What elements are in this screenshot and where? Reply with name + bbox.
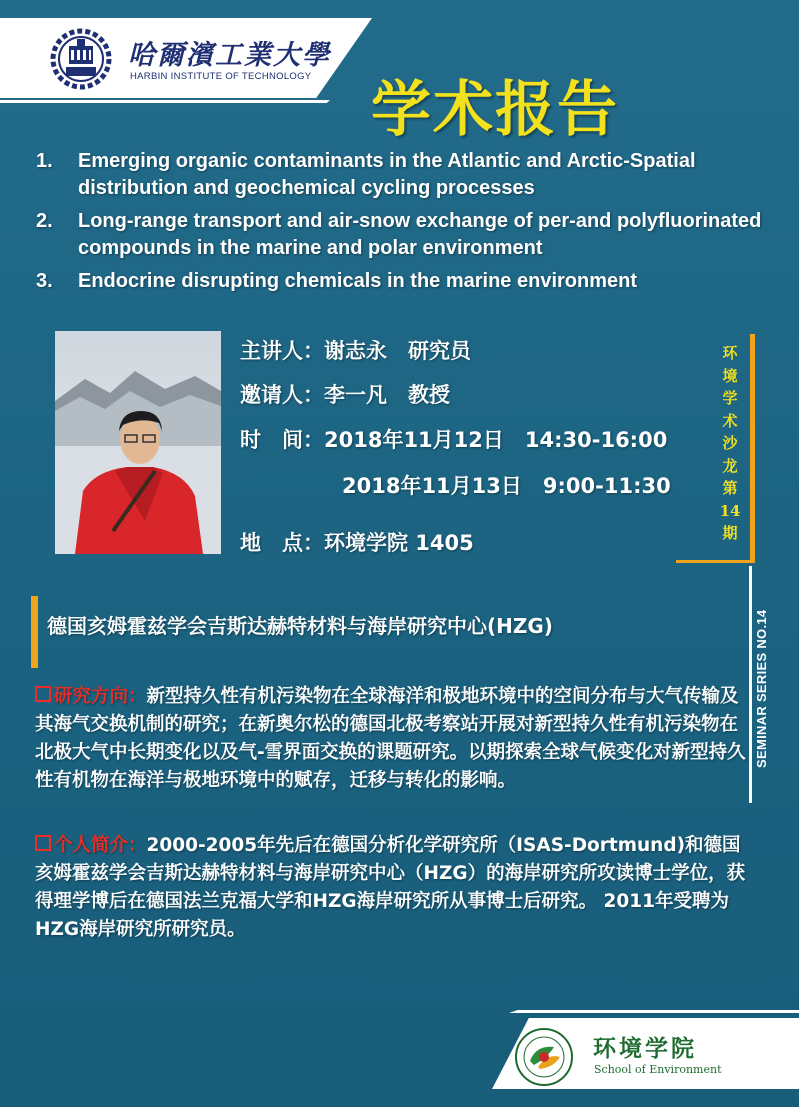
university-logo [42,28,120,90]
vertical-char: 学 [722,389,738,407]
place-label: 地 点： [240,531,324,555]
orange-horizontal-bar [676,560,755,563]
university-name-en: HARBIN INSTITUTE OF TECHNOLOGY [130,71,312,82]
header-divider [0,100,330,103]
poster-title: 学术报告 [371,75,619,145]
place-line [240,527,474,557]
topic-list [36,148,796,301]
speaker-value: 谢志永 研究员 [324,339,471,363]
place-value: 环境学院 1405 [324,531,474,555]
topic-number: 2. [36,210,53,232]
vertical-char: 龙 [722,456,738,475]
topic-text: Emerging organic contaminants in the Atlantic and Arctic-Spatial distribution and geochemical cycling processes [78,150,696,199]
vertical-char: 境 [722,366,738,385]
inviter-line [240,379,450,409]
topic-item [36,148,796,202]
topic-item [36,268,796,295]
topic-number: 1. [36,150,53,172]
vertical-char: 沙 [722,434,738,452]
org-accent-bar [31,596,38,668]
bio-section [35,832,750,944]
topic-text: Endocrine disrupting chemicals in the marine environment [78,270,638,292]
time-line [240,424,667,454]
speaker-line [240,335,471,365]
square-bullet-icon [35,686,51,702]
vertical-char: 第 [722,479,738,497]
school-seal-logo [514,1027,574,1087]
bio-text: 2000-2005年先后在德国分析化学研究所（ISAS-Dortmund)和德国亥姆霍兹学会吉斯达赫特材料与海岸研究中心（HZG）的海岸研究所攻读博士学位，获得理学博后在德国法兰克福大学和HZG海岸研究所从事博士后研究。 2011年受聘为HZG海岸研究所研究员。 [35,835,746,940]
topic-number: 3. [36,270,53,292]
footer-divider [509,1010,799,1013]
orange-vertical-bar [750,334,755,562]
inviter-value: 李一凡 教授 [324,383,450,407]
organization-name: 德国亥姆霍兹学会吉斯达赫特材料与海岸研究中心(HZG) [47,614,553,638]
vertical-char: 14 [719,501,741,520]
speaker-photo [55,331,221,554]
speaker-label: 主讲人： [240,339,324,363]
vertical-char: 期 [722,524,738,542]
school-name-en: School of Environment [594,1063,722,1076]
research-heading: 研究方向： [54,686,147,707]
vertical-char: 术 [722,411,738,430]
school-name-cn: 环境学院 [593,1036,697,1062]
university-name-cn: 哈爾濱工業大學 [128,40,331,71]
bio-heading: 个人简介： [54,835,147,856]
vertical-char: 环 [722,344,738,362]
square-bullet-icon [35,835,51,851]
research-text: 新型持久性有机污染物在全球海洋和极地环境中的空间分布与大气传输及其海气交换机制的研究；在新奥尔松的德国北极考察站开展对新型持久性有机污染物在北极大气中长期变化以及气-雪界面交换的课题研究。以期探索全球气候变化对新型持久性有机物在海洋与极地环境中的赋存，迁移与转化的影响。 [35,686,746,791]
topic-text: Long-range transport and air-snow exchange of per-and polyfluorinated compounds in the marine and polar environment [78,210,762,259]
research-section [35,683,750,795]
time-value-1: 2018年11月12日 14:30-16:00 [324,428,668,452]
time-line-2 [342,470,671,500]
seminar-series-label: SEMINAR SERIES NO.14 [754,609,769,768]
inviter-label: 邀请人： [240,383,324,407]
topic-item [36,208,796,262]
time-label: 时 间： [240,428,324,452]
seminar-vertical-label [717,342,743,545]
time-value-2: 2018年11月13日 9:00-11:30 [342,474,671,498]
